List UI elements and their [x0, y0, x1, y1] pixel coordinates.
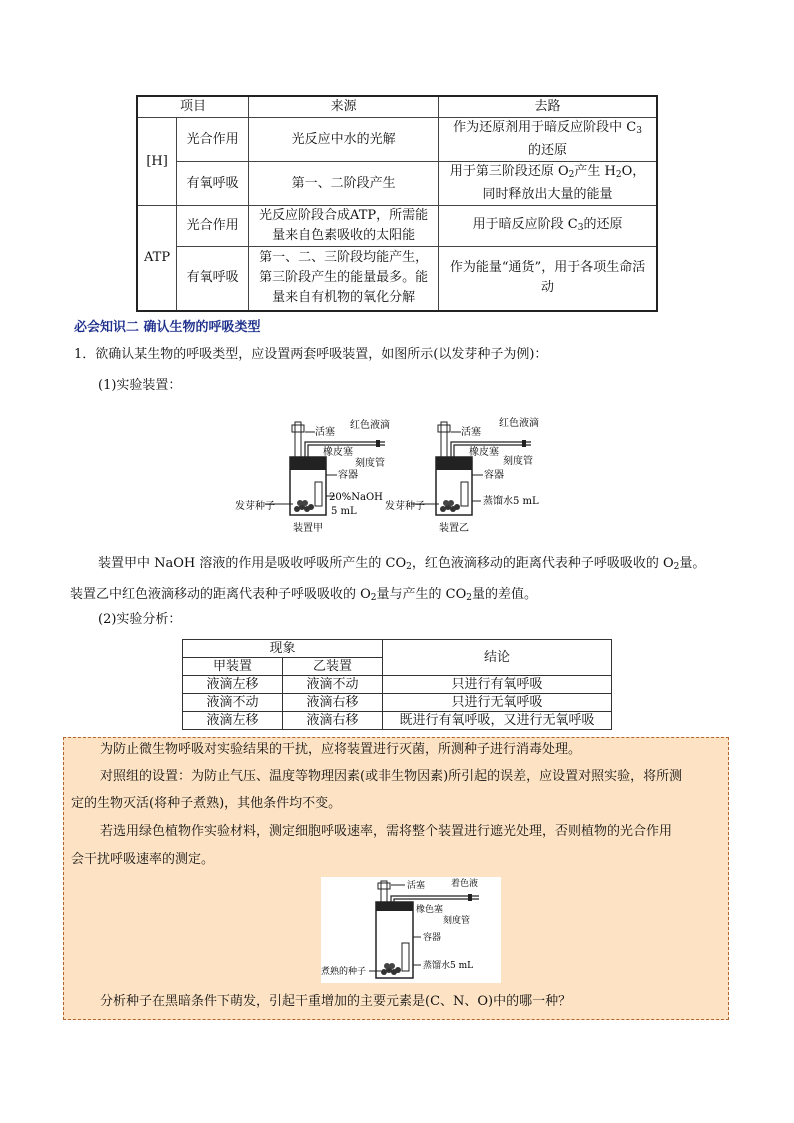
text-run: ，红色液滴移动的距离代表种子呼吸吸收的 O: [411, 556, 674, 571]
header-phenomenon: 现象: [183, 640, 383, 658]
section-title: 必会知识二 确认生物的呼吸类型: [74, 320, 261, 335]
table-row: [137, 206, 657, 247]
cell-conclusion: 既进行有氧呼吸，又进行无氧呼吸: [383, 712, 612, 730]
subscript: 3: [577, 222, 584, 233]
text-run: 装置甲中 NaOH 溶液的作用是吸收呼吸所产生的 CO: [98, 556, 407, 571]
text-run: 装置乙中红色液滴移动的距离代表种子呼吸吸收的 O: [70, 587, 371, 602]
subscript: 2: [466, 593, 473, 603]
header-conclusion: 结论: [383, 640, 612, 676]
paragraph: 1．欲确认某生物的呼吸类型，应设置两套呼吸装置，如图所示(以发芽种子为例)：: [74, 347, 548, 362]
label-drop: 着色液: [451, 879, 479, 889]
dest-text: 的还原: [583, 216, 623, 232]
cell-conclusion: 只进行无氧呼吸: [383, 694, 612, 712]
source-cell: 第一、二、三阶段均能产生，第三阶段产生的能量最多。能量来自有机物的氧化分解: [249, 247, 439, 311]
tip-line: 若选用绿色植物作实验材料，测定细胞呼吸速率，需将整个装置进行遮光处理，否则植物的光合作用: [100, 824, 673, 839]
cell-a: 液滴左移: [183, 712, 283, 730]
paragraph: [98, 553, 728, 578]
dest-text: 产生 H: [574, 164, 616, 179]
cell-b: 液滴右移: [283, 712, 383, 730]
subscript: 2: [406, 562, 412, 572]
label-seeds: 发芽种子: [385, 501, 425, 512]
dest-text: 用于暗反应阶段 C: [472, 216, 578, 232]
destination-cell: [439, 118, 657, 162]
label-stopper: 活塞: [407, 881, 426, 891]
caption-right: 装置乙: [439, 523, 469, 534]
label-solution: 20%NaOH: [329, 492, 383, 503]
label-container: 容器: [423, 933, 442, 943]
table-row: [183, 712, 612, 730]
label-drop: 红色液滴: [499, 418, 539, 429]
tip-box: [63, 737, 729, 1020]
label-solution: 蒸馏水5 mL: [483, 496, 539, 507]
table-row: [137, 162, 657, 206]
label-volume: 5 mL: [331, 506, 357, 517]
table-row: [137, 247, 657, 311]
subscript: 2: [673, 562, 680, 572]
tip-line: 会干扰呼吸速率的测定。: [71, 852, 215, 867]
process-cell: 有氧呼吸: [177, 162, 249, 206]
table-row: [137, 118, 657, 162]
source-cell: 光反应中水的光解: [249, 118, 439, 162]
comparison-table-h-atp: [136, 95, 658, 312]
dest-text: 作为还原剂用于暗反应阶段中 C: [453, 120, 637, 135]
subscript: 2: [615, 170, 622, 180]
label-rubber: 橡皮塞: [469, 447, 499, 458]
apparatus-figure: [235, 412, 565, 537]
cell-a: 液滴左移: [183, 676, 283, 694]
label-container: 容器: [338, 470, 358, 481]
caption-left: 装置甲: [293, 523, 323, 534]
row-group-atp: ATP: [137, 206, 177, 311]
label-solution: 蒸馏水5 mL: [423, 961, 474, 971]
cell-b: 液滴右移: [283, 694, 383, 712]
subscript: 3: [636, 126, 642, 136]
label-rubber: 橡色塞: [416, 905, 444, 915]
process-cell: 有氧呼吸: [177, 247, 249, 311]
label-stopper: 活塞: [461, 427, 481, 438]
header-device-a: 甲装置: [183, 658, 283, 676]
table-row: [183, 694, 612, 712]
process-cell: 光合作用: [177, 118, 249, 162]
subheading: (2)实验分析：: [98, 612, 182, 627]
text-run: 量的差值。: [472, 587, 538, 602]
subscript: 2: [370, 593, 377, 603]
text-run: 量与产生的 CO: [376, 587, 467, 602]
tip-line: 对照组的设置：为防止气压、温度等物理因素(或非生物因素)所引起的误差，应设置对照实验，将所测: [100, 769, 683, 784]
table-header-row: [183, 640, 612, 658]
label-tube: 刻度管: [355, 458, 385, 469]
tip-line: 定的生物灭活(将种子煮熟)，其他条件均不变。: [71, 796, 342, 811]
row-group-h: [H]: [137, 118, 177, 206]
process-cell: 光合作用: [177, 206, 249, 247]
label-drop: 红色液滴: [350, 420, 390, 431]
table-row: [183, 676, 612, 694]
source-cell: 第一、二阶段产生: [249, 162, 439, 206]
label-rubber: 橡皮塞: [323, 447, 353, 458]
dest-text: O，同时释放出大量的能量: [482, 164, 646, 202]
label-container: 容器: [484, 470, 504, 481]
label-seeds: 发芽种子: [235, 501, 275, 512]
header-device-b: 乙装置: [283, 658, 383, 676]
control-apparatus: [321, 877, 501, 983]
apparatus-right: [385, 416, 539, 534]
header-destination: 去路: [439, 96, 657, 118]
source-cell: 光反应阶段合成ATP，所需能量来自色素吸收的太阳能: [249, 206, 439, 247]
cell-a: 液滴不动: [183, 694, 283, 712]
destination-cell: [439, 206, 657, 247]
apparatus-left: [235, 418, 390, 534]
tip-question: 分析种子在黑暗条件下萌发，引起干重增加的主要元素是(C、N、O)中的哪一种？: [100, 994, 572, 1009]
label-seeds: 煮熟的种子: [321, 967, 367, 977]
destination-cell: [439, 162, 657, 206]
cell-conclusion: 只进行有氧呼吸: [383, 676, 612, 694]
label-tube: 刻度管: [443, 916, 471, 926]
label-stopper: 活塞: [315, 427, 335, 438]
paragraph: [70, 584, 730, 609]
dest-text: 用于第三阶段还原 O: [449, 164, 569, 179]
cell-b: 液滴不动: [283, 676, 383, 694]
subheading: (1)实验装置：: [98, 378, 182, 393]
label-tube: 刻度管: [503, 456, 533, 467]
table-header-row: [137, 96, 657, 118]
header-source: 来源: [249, 96, 439, 118]
destination-cell: 作为能量“通货”，用于各项生命活动: [439, 247, 657, 311]
analysis-table: [182, 639, 612, 730]
control-figure: [321, 877, 501, 983]
dest-text: 的还原: [528, 143, 568, 158]
tip-line: 为防止微生物呼吸对实验结果的干扰，应将装置进行灭菌，所测种子进行消毒处理。: [100, 742, 582, 757]
text-run: 量。: [679, 556, 706, 571]
subscript: 2: [568, 170, 575, 180]
header-item: 项目: [137, 96, 249, 118]
